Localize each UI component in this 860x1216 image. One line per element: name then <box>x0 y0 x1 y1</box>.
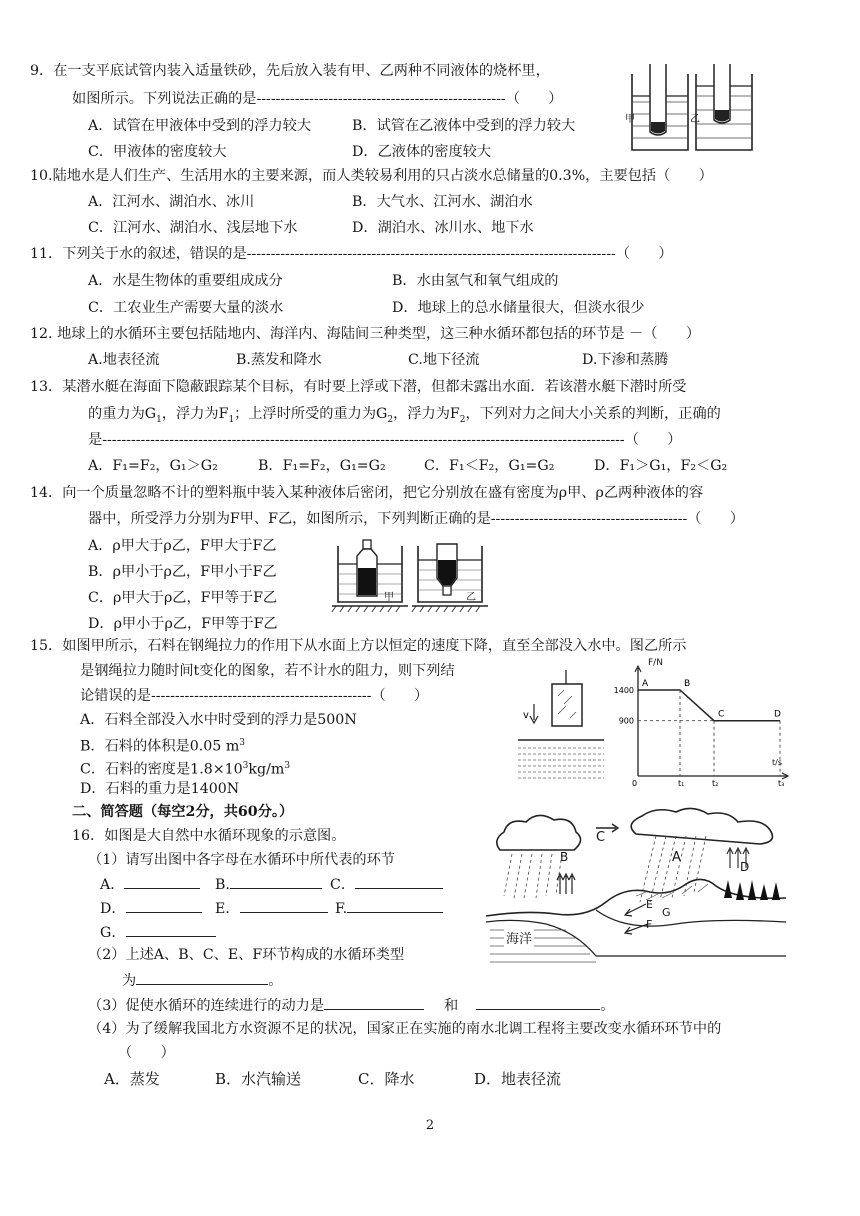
water-cycle-diagram <box>486 806 786 972</box>
q11-stem: 11．下列关于水的叙述，错误的是-----------------------------------------------------------------------------（ ） <box>30 246 673 262</box>
section-2-title: 二、简答题（每空2分，共60分。） <box>72 804 294 820</box>
q16-blank-a: A． <box>100 874 200 894</box>
q14-fig-label-jia: 甲 <box>384 592 394 603</box>
q16-part4: （4）为了缓解我国北方水资源不足的状况，国家正在实施的南水北调工程将主要改变水循环环节中的 <box>88 1021 722 1037</box>
q16-option-d: D．地表径流 <box>474 1070 562 1088</box>
q16-blank-e: E． <box>215 898 328 918</box>
q9-fig-label-jia: 甲 <box>625 114 635 125</box>
q15-stem-line3: 论错误的是----------------------------------------------（ ） <box>80 688 429 704</box>
q11-option-c: C．工农业生产需要大量的淡水 <box>88 300 284 316</box>
chart-y-tick-label: 1400 <box>614 686 634 695</box>
q9-option-d: D．乙液体的密度较大 <box>352 144 492 160</box>
q15-option-c: C．石料的密度是$1.8\times 10^3kg/m^3$ <box>80 761 291 778</box>
q15-option-a: A．石料全部没入水中时受到的浮力是500N <box>80 712 357 728</box>
q14-figure-bottles <box>330 538 490 614</box>
q11-option-b: B．水由氢气和氧气组成的 <box>392 273 559 289</box>
cloud-left <box>497 815 581 850</box>
q14-stem-line1: 14．向一个质量忽略不计的塑料瓶中装入某种液体后密闭，把它分别放在盛有密度为ρ甲、ρ乙两种液体的容 <box>30 485 704 501</box>
q16-blank-g: G． <box>100 922 216 942</box>
q14-fig-label-a: A <box>363 558 370 568</box>
q16-blank-f: F. <box>335 898 443 918</box>
q16-option-a: A．蒸发 <box>104 1070 160 1088</box>
diagram-label-e: E <box>646 898 653 911</box>
chart-point-label-a: A <box>642 679 649 689</box>
q16-stem: 16．如图是大自然中水循环现象的示意图。 <box>72 828 346 844</box>
q12-stem: 12. 地球上的水循环主要包括陆地内、海洋内、海陆间三种类型，这三种水循环都包括的环节是 －（ ） <box>30 326 701 342</box>
q16-part4-bracket: （ ） <box>118 1045 175 1061</box>
q9-stem-line1: 9．在一支平底试管内装入适量铁砂，先后放入装有甲、乙两种不同液体的烧杯里， <box>30 63 550 79</box>
q12-option-c: C.地下径流 <box>408 352 480 368</box>
chart-x-tick-label: 0 <box>632 779 638 788</box>
chart-point-label-c: C <box>718 709 725 720</box>
q14-option-b: B．ρ甲小于ρ乙，F甲小于F乙 <box>88 564 277 580</box>
q10-option-d: D．湖泊水、冰川水、地下水 <box>352 220 534 236</box>
chart-point-label-b: B <box>684 679 691 689</box>
q13-option-d: D．F₁＞G₁，F₂＜G₂ <box>594 458 728 474</box>
q13-option-a: A．F₁=F₂，G₁＞G₂ <box>88 458 218 474</box>
chart-x-label: t/s <box>772 758 782 767</box>
q16-option-c: C．降水 <box>358 1070 415 1088</box>
q12-option-d: D.下渗和蒸腾 <box>582 352 669 368</box>
q9-stem-line2: 如图所示。下列说法正确的是----------------------------------------------------（ ） <box>72 91 563 107</box>
q16-blank-c: C． <box>330 874 443 894</box>
q13-option-b: B．F₁=F₂，G₁=G₂ <box>258 458 386 474</box>
q14-option-c: C．ρ甲大于ρ乙，F甲等于F乙 <box>88 590 278 606</box>
q13-stem-line3: 是-------------------------------------------------------------------------------------------------------------（ ） <box>88 432 682 448</box>
q13-stem-line1: 13．某潜水艇在海面下隐蔽跟踪某个目标，有时要上浮或下潜，但都未露出水面．若该潜水艇下潜时所受 <box>30 379 687 395</box>
q16-option-b: B．水汽输送 <box>215 1070 302 1088</box>
q15-option-b: B．石料的体积是0.05 $m^3$ <box>80 738 246 755</box>
chart-x-tick-label: t₃ <box>778 779 785 788</box>
diagram-label-b: B <box>560 850 569 864</box>
q10-stem: 10.陆地水是人们生产、生活用水的主要来源，而人类较易利用的只占淡水总储量的0.3%，主要包括（ ） <box>30 168 713 184</box>
q9-option-c: C．甲液体的密度较大 <box>88 144 227 160</box>
q14-option-a: A．ρ甲大于ρ乙，F甲大于F乙 <box>88 538 277 554</box>
q16-blank-b: B. <box>215 874 322 894</box>
q15-stem-line1: 15．如图甲所示，石料在钢绳拉力的作用下从水面上方以恒定的速度下降，直至全部没入水中。图乙所示 <box>30 638 687 654</box>
q16-blank-d: D． <box>100 898 202 918</box>
diagram-label-a: A <box>672 850 681 865</box>
chart-series-line <box>638 690 780 721</box>
chart-y-tick-label: 900 <box>618 716 634 726</box>
q9-option-a: A．试管在甲液体中受到的浮力较大 <box>88 118 312 134</box>
q10-option-b: B．大气水、江河水、湖泊水 <box>352 194 533 210</box>
q16-part2-line1: （2）上述A、B、C、E、F环节构成的水循环类型 <box>88 947 405 963</box>
chart-y-label: F/N <box>648 658 663 668</box>
svg-text:v: v <box>523 710 529 721</box>
diagram-label-ocean: 海洋 <box>504 928 534 947</box>
chart-x-tick-label: t₁ <box>678 779 685 788</box>
q11-option-a: A．水是生物体的重要组成成分 <box>88 273 283 289</box>
chart-x-tick-label: t₂ <box>712 779 719 788</box>
q16-part3: （3）促使水循环的连续进行的动力是 和 。 <box>88 995 614 1015</box>
q15-option-d: D．石料的重力是1400N <box>80 781 240 797</box>
q14-fig-label-yi: 乙 <box>466 592 476 603</box>
diagram-label-d: D <box>740 860 750 874</box>
q15-stem-line2: 是钢绳拉力随时间t变化的图象，若不计水的阻力，则下列结 <box>80 663 455 679</box>
q9-option-b: B．试管在乙液体中受到的浮力较大 <box>352 118 576 134</box>
q16-part2-line2: 为 。 <box>122 970 282 990</box>
q13-option-c: C．F₁＜F₂，G₁=G₂ <box>424 458 555 474</box>
page-number: 2 <box>425 1118 435 1133</box>
q12-option-a: A.地表径流 <box>88 352 160 368</box>
q13-stem-line2: 的重力为$G_1$，浮力为$F_1$；上浮时所受的重力为$G_2$，浮力为$F_2$，下列对力之间大小关系的判断，正确的 <box>88 406 721 425</box>
q15-figure-chart <box>614 658 794 788</box>
q10-option-a: A．江河水、湖泊水、冰川 <box>88 194 255 210</box>
tension-time-chart <box>614 658 794 788</box>
q11-option-d: D．地球上的总水储量很大，但淡水很少 <box>392 300 645 316</box>
q12-option-b: B.蒸发和降水 <box>236 352 322 368</box>
q9-figure-beakers <box>624 62 764 158</box>
cloud-right <box>631 808 772 844</box>
q9-fig-label-yi: 乙 <box>690 114 700 125</box>
diagram-label-g: G <box>662 906 671 919</box>
chart-point-label-d: D <box>774 709 781 720</box>
q15-figure-stone <box>514 668 614 784</box>
diagram-label-f: F <box>646 918 653 931</box>
q10-option-c: C．江河水、湖泊水、浅层地下水 <box>88 220 298 236</box>
q14-stem-line2: 器中，所受浮力分别为F甲、F乙，如图所示，下列判断正确的是-----------------------------------------（ ） <box>88 511 745 527</box>
q16-part1: （1）请写出图中各字母在水循环中所代表的环节 <box>88 852 395 868</box>
diagram-label-c: C <box>596 830 606 845</box>
q14-option-d: D．ρ甲小于ρ乙，F甲等于F乙 <box>88 616 278 632</box>
